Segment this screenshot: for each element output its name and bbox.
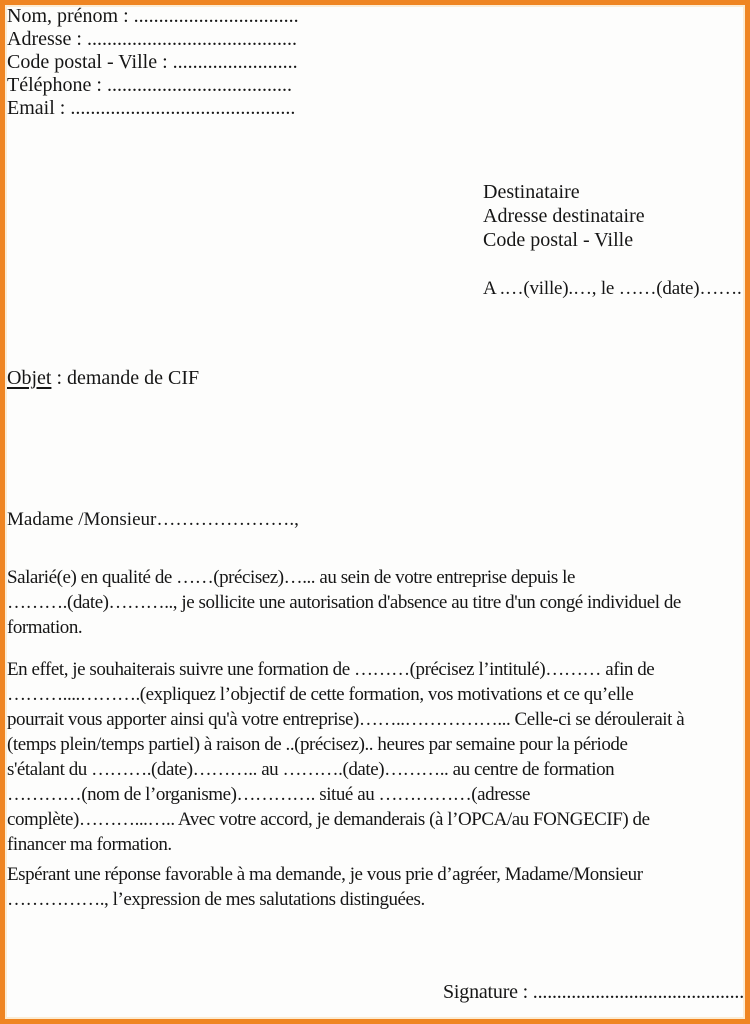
sender-address-block — [7, 5, 299, 120]
text-line: Code postal - Ville — [483, 229, 634, 251]
text-line: formation. — [7, 617, 83, 638]
text-line: (temps plein/temps partiel) à raison de ..(précisez).. heures par semaine pour la période — [7, 734, 628, 755]
text-line: Espérant une réponse favorable à ma demande, je vous prie d’agréer, Madame/Monsieur — [7, 864, 643, 885]
text-line: complète)………...….. Avec votre accord, je demanderais (à l’OPCA/au FONGECIF) de — [7, 809, 650, 830]
text-line: Adresse : .......................................... — [7, 28, 297, 50]
text-line: Email : ............................................. — [7, 97, 296, 119]
text-line: Téléphone : ..................................... — [7, 74, 292, 96]
recipient-address-block — [483, 180, 645, 252]
text-line: Adresse destinataire — [483, 205, 645, 227]
text-line: ……….(date)……….., je sollicite une autorisation d'absence au titre d'un congé individuel de — [7, 592, 681, 613]
text-line: Code postal - Ville : ......................... — [7, 51, 298, 73]
subject-line — [7, 366, 199, 391]
place-and-date-line: A .…(ville).…, le ……(date)……. — [483, 278, 742, 299]
text-line: Salarié(e) en qualité de ……(précisez)…... au sein de votre entreprise depuis le — [7, 567, 575, 588]
text-line: ………....……….(expliquez l’objectif de cette formation, vos motivations et ce qu’elle — [7, 684, 634, 705]
body-paragraph-1 — [7, 565, 681, 640]
signature-line: Signature : ............................................ — [443, 981, 745, 1003]
text-line: En effet, je souhaiterais suivre une formation de ………(précisez l’intitulé)……… afin de — [7, 659, 655, 680]
subject-text: : demande de CIF — [51, 367, 200, 389]
text-line: s'étalant du ……….(date)……….. au ……….(date)……….. au centre de formation — [7, 759, 615, 780]
subject-label: Objet — [7, 367, 52, 389]
text-line: ……………., l’expression de mes salutations distinguées. — [7, 889, 425, 910]
text-line: Destinataire — [483, 181, 580, 203]
text-line: Nom, prénom : ................................. — [7, 5, 299, 27]
salutation-line: Madame /Monsieur…………………., — [7, 509, 299, 530]
text-line: pourrait vous apporter ainsi qu'à votre entreprise)……..……………... Celle-ci se déroulerait à — [7, 709, 685, 730]
text-line: financer ma formation. — [7, 834, 172, 855]
text-line: …………(nom de l’organisme)…………. situé au ……………(adresse — [7, 784, 530, 805]
body-paragraph-2 — [7, 657, 684, 857]
body-paragraph-3 — [7, 862, 643, 912]
